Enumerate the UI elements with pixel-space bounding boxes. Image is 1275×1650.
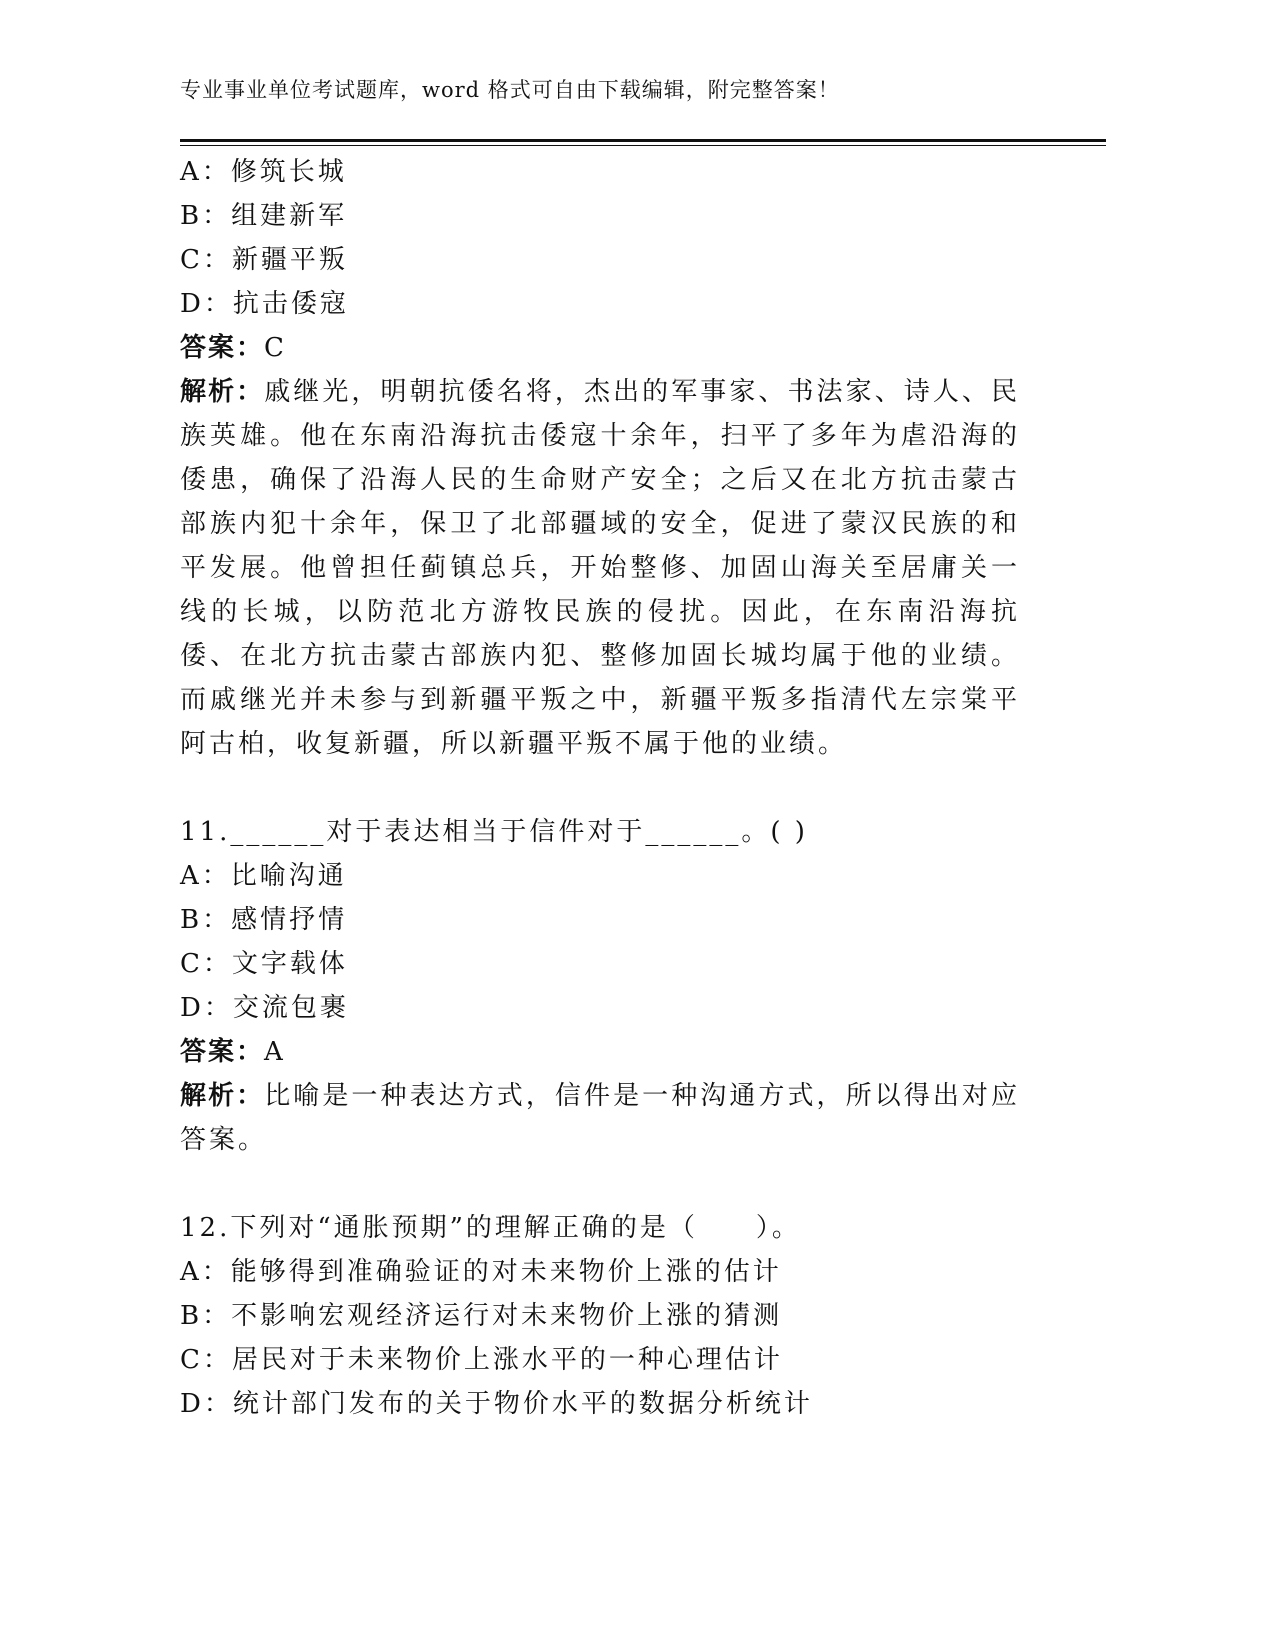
answer-label: 答案： <box>180 333 265 363</box>
option-c: C：居民对于未来物价上涨水平的一种心理估计 <box>180 1345 783 1375</box>
spacer <box>180 1162 1020 1206</box>
option-a: A：比喻沟通 <box>180 861 347 891</box>
question-stem: 11.______对于表达相当于信件对于______。( ) <box>180 817 808 847</box>
analysis-label: 解析： <box>180 377 265 407</box>
option-b: B：不影响宏观经济运行对未来物价上涨的猜测 <box>180 1301 783 1331</box>
document-body <box>180 150 1020 1426</box>
option-a: A：能够得到准确验证的对未来物价上涨的估计 <box>180 1257 782 1287</box>
question-stem: 12.下列对“通胀预期”的理解正确的是（ ）。 <box>180 1213 801 1243</box>
answer-value: A <box>264 1037 286 1067</box>
option-a: A：修筑长城 <box>180 157 347 187</box>
answer-value: C <box>264 333 287 363</box>
analysis-text: 戚继光，明朝抗倭名将，杰出的军事家、书法家、诗人、民族英雄。他在东南沿海抗击倭寇十余年，扫平了多年为虐沿海的倭患，确保了沿海人民的生命财产安全；之后又在北方抗击蒙古部族内犯十余年，保卫了北部疆域的安全，促进了蒙汉民族的和平发展。他曾担任蓟镇总兵，开始整修、加固山海关至居庸关一线的长城，以防范北方游牧民族的侵扰。因此，在东南沿海抗倭、在北方抗击蒙古部族内犯、整修加固长城均属于他的业绩。而戚继光并未参与到新疆平叛之中，新疆平叛多指清代左宗棠平阿古柏，收复新疆，所以新疆平叛不属于他的业绩。 <box>180 377 1020 759</box>
analysis <box>180 370 1020 766</box>
answer-label: 答案： <box>180 1037 265 1067</box>
spacer <box>180 766 1020 810</box>
question-10 <box>180 150 1020 766</box>
option-d: D：交流包裹 <box>180 993 349 1023</box>
option-c: C：新疆平叛 <box>180 245 348 275</box>
header-rule-thin <box>180 145 1106 146</box>
page-header: 专业事业单位考试题库，word 格式可自由下载编辑，附完整答案！ <box>180 78 840 102</box>
option-d: D：统计部门发布的关于物价水平的数据分析统计 <box>180 1389 813 1419</box>
answer <box>180 1030 1020 1074</box>
option-b: B：感情抒情 <box>180 905 348 935</box>
analysis <box>180 1074 1020 1162</box>
analysis-text: 比喻是一种表达方式，信件是一种沟通方式，所以得出对应答案。 <box>180 1081 1020 1155</box>
question-12 <box>180 1206 1020 1426</box>
analysis-label: 解析： <box>180 1081 265 1111</box>
answer <box>180 326 1020 370</box>
header-rule-thick <box>180 139 1106 142</box>
question-11 <box>180 810 1020 1162</box>
option-d: D：抗击倭寇 <box>180 289 349 319</box>
option-c: C：文字载体 <box>180 949 348 979</box>
option-b: B：组建新军 <box>180 201 348 231</box>
